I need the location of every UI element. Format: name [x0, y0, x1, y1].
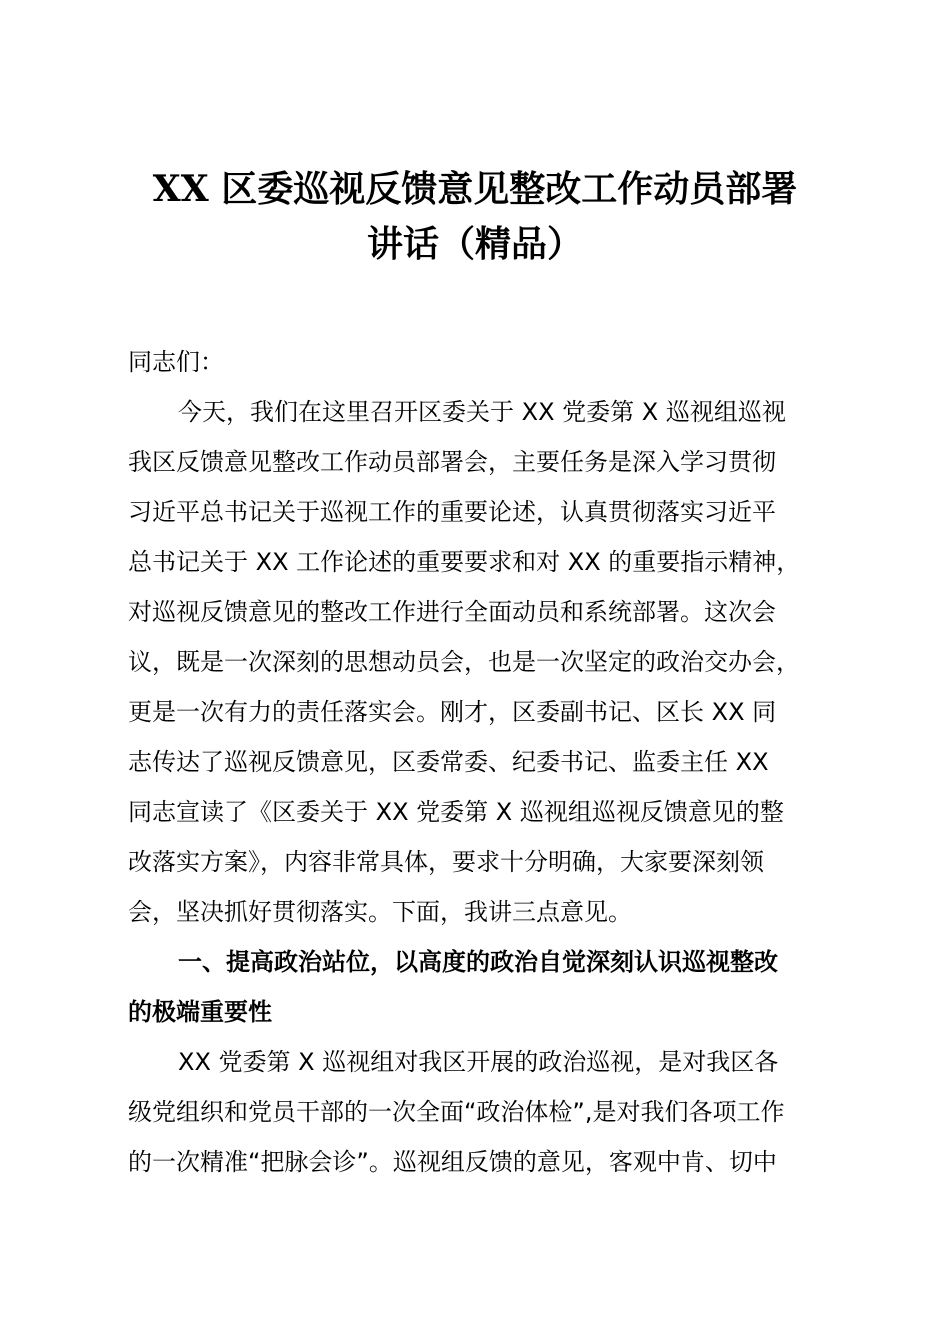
paragraph-line: XX 党委第 X 巡视组对我区开展的政治巡视，是对我区各 [178, 1048, 779, 1076]
heading-line: 的极端重要性 [128, 998, 272, 1026]
paragraph-opening [128, 387, 848, 937]
paragraph-line: 同志宣读了《区委关于 XX 党委第 X 巡视组巡视反馈意见的整 [128, 798, 784, 826]
title-line-2: 讲话（精品） [366, 223, 583, 265]
paragraph-line: 志传达了巡视反馈意见，区委常委、纪委书记、监委主任 XX [128, 748, 769, 776]
section-heading-1 [128, 937, 848, 1037]
heading-line: 一、提高政治站位，以高度的政治自觉深刻认识巡视整改 [178, 948, 778, 976]
paragraph-line: 今天，我们在这里召开区委关于 XX 党委第 X 巡视组巡视 [178, 398, 786, 426]
paragraph-line: 总书记关于 XX 工作论述的重要要求和对 XX 的重要指示精神， [128, 548, 801, 576]
paragraph-line: 改落实方案》，内容非常具体，要求十分明确，大家要深刻领 [128, 848, 764, 876]
paragraph-line: 我区反馈意见整改工作动员部署会，主要任务是深入学习贯彻 [128, 448, 776, 476]
paragraph-line: 习近平总书记关于巡视工作的重要论述，认真贯彻落实习近平 [128, 498, 776, 526]
paragraph-line: 更是一次有力的责任落实会。刚才，区委副书记、区长 XX 同 [128, 698, 777, 726]
paragraph-section-1 [128, 1037, 848, 1187]
paragraph-line: 级党组织和党员干部的一次全面“政治体检”,是对我们各项工作 [128, 1098, 785, 1126]
paragraph-line: 的一次精准“把脉会诊”。巡视组反馈的意见，客观中肯、切中 [128, 1148, 777, 1176]
document-title [0, 162, 950, 272]
paragraph-line: 议，既是一次深刻的思想动员会，也是一次坚定的政治交办会， [128, 648, 800, 676]
document-body [128, 337, 848, 1187]
salutation: 同志们： [128, 348, 224, 376]
paragraph-line: 会，坚决抓好贯彻落实。下面，我讲三点意见。 [128, 898, 632, 926]
paragraph-line: 对巡视反馈意见的整改工作进行全面动员和系统部署。这次会 [128, 598, 776, 626]
title-line-1: XX 区委巡视反馈意见整改工作动员部署 [152, 168, 798, 210]
